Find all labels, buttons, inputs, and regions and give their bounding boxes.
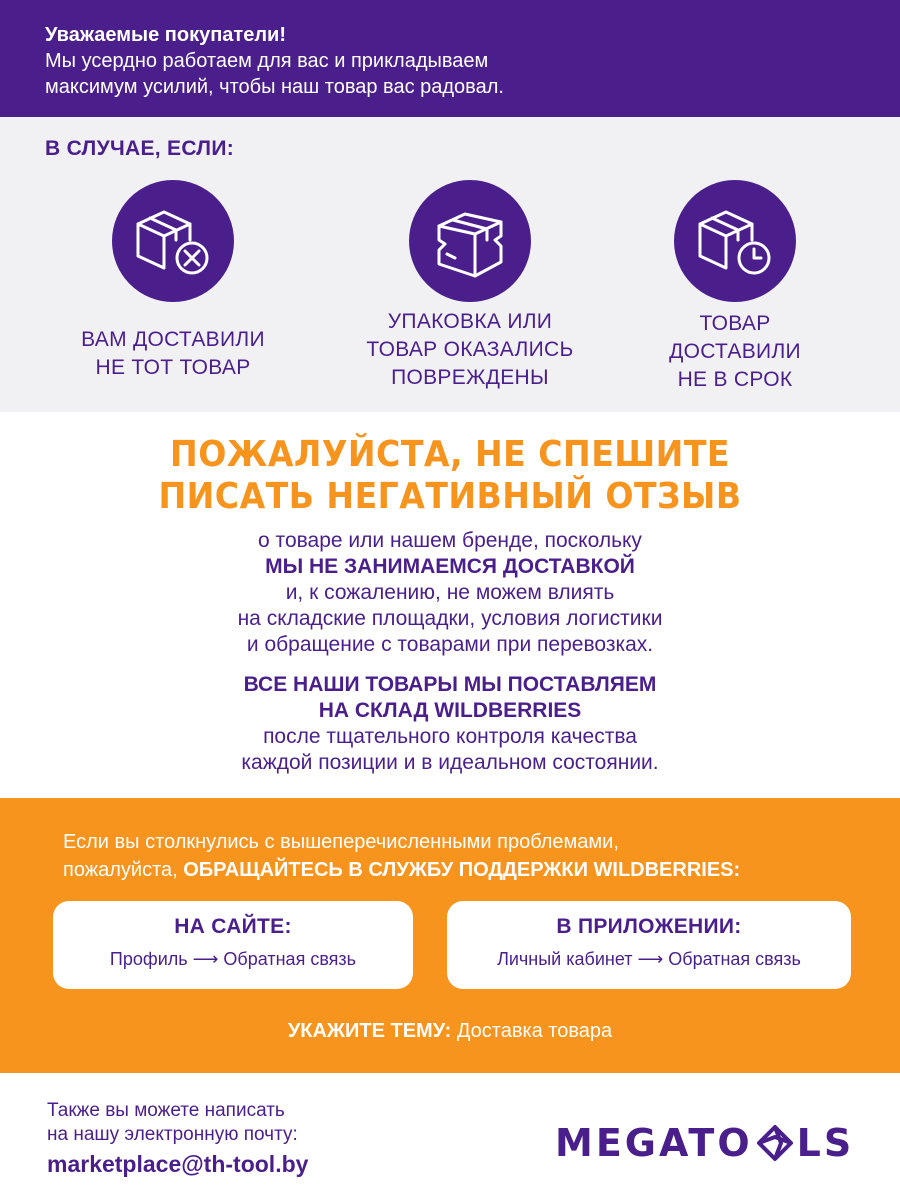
box-clock-icon — [674, 180, 796, 302]
box-cross-icon — [112, 180, 234, 302]
message-paragraph-2: ВСЕ НАШИ ТОВАРЫ МЫ ПОСТАВЛЯЕМ НА СКЛАД WILDBERRIES после тщательного контроля качества каждой позиции и в идеальном состоянии. — [241, 673, 659, 774]
footer-line-1: Также вы можете написать — [47, 1100, 285, 1121]
support-intro: Если вы столкнулись с вышеперечисленными проблемами, пожалуйста, ОБРАЩАЙТЕСЬ В СЛУЖБУ ПОДДЕРЖКИ WILDBERRIES: — [63, 831, 741, 881]
case-damaged — [340, 180, 600, 392]
greeting-line-2: максимум усилий, чтобы наш товар вас радовал. — [45, 76, 504, 98]
header-banner — [0, 0, 900, 117]
case-wrong-item-label: ВАМ ДОСТАВИЛИ НЕ ТОТ ТОВАР — [81, 328, 265, 379]
case-damaged-label: УПАКОВКА ИЛИ ТОВАР ОКАЗАЛИСЬ ПОВРЕЖДЕНЫ — [366, 310, 574, 389]
site-path: Профиль ⟶ Обратная связь — [109, 949, 357, 969]
message-paragraph-1: о товаре или нашем бренде, поскольку МЫ НЕ ЗАНИМАЕМСЯ ДОСТАВКОЙ и, к сожалению, не можем влиять на складские площадки, условия логистики и обращение с товарами при перевозках. — [237, 529, 663, 656]
case-late-delivery-label: ТОВАР ДОСТАВИЛИ НЕ В СРОК — [669, 312, 801, 391]
app-title: В ПРИЛОЖЕНИИ: — [556, 915, 742, 938]
greeting-title: Уважаемые покупатели! — [45, 24, 287, 46]
brand-logo: MEGATO LS — [555, 1121, 855, 1165]
main-message — [0, 412, 900, 798]
site-title: НА САЙТЕ: — [174, 915, 292, 938]
email-link[interactable]: marketplace@th-tool.by — [47, 1151, 309, 1177]
logo-mark-icon — [755, 1123, 795, 1163]
support-app-card — [447, 901, 851, 989]
case-late-delivery — [605, 180, 865, 394]
cases-section — [0, 117, 900, 412]
support-site-card — [53, 901, 413, 989]
greeting-line-1: Мы усердно работаем для вас и прикладываем — [45, 50, 489, 72]
damaged-box-icon — [409, 180, 531, 302]
support-section — [0, 798, 900, 1073]
case-wrong-item — [43, 180, 303, 382]
headline: ПОЖАЛУЙСТА, НЕ СПЕШИТЕ ПИСАТЬ НЕГАТИВНЫЙ ОТЗЫВ — [158, 434, 742, 517]
topic-line: УКАЖИТЕ ТЕМУ: Доставка товара — [287, 1020, 613, 1042]
footer-line-2: на нашу электронную почту: — [47, 1124, 298, 1145]
cases-title: В СЛУЧАЕ, ЕСЛИ: — [45, 137, 235, 160]
footer — [0, 1073, 900, 1200]
app-path: Личный кабинет ⟶ Обратная связь — [497, 949, 801, 969]
